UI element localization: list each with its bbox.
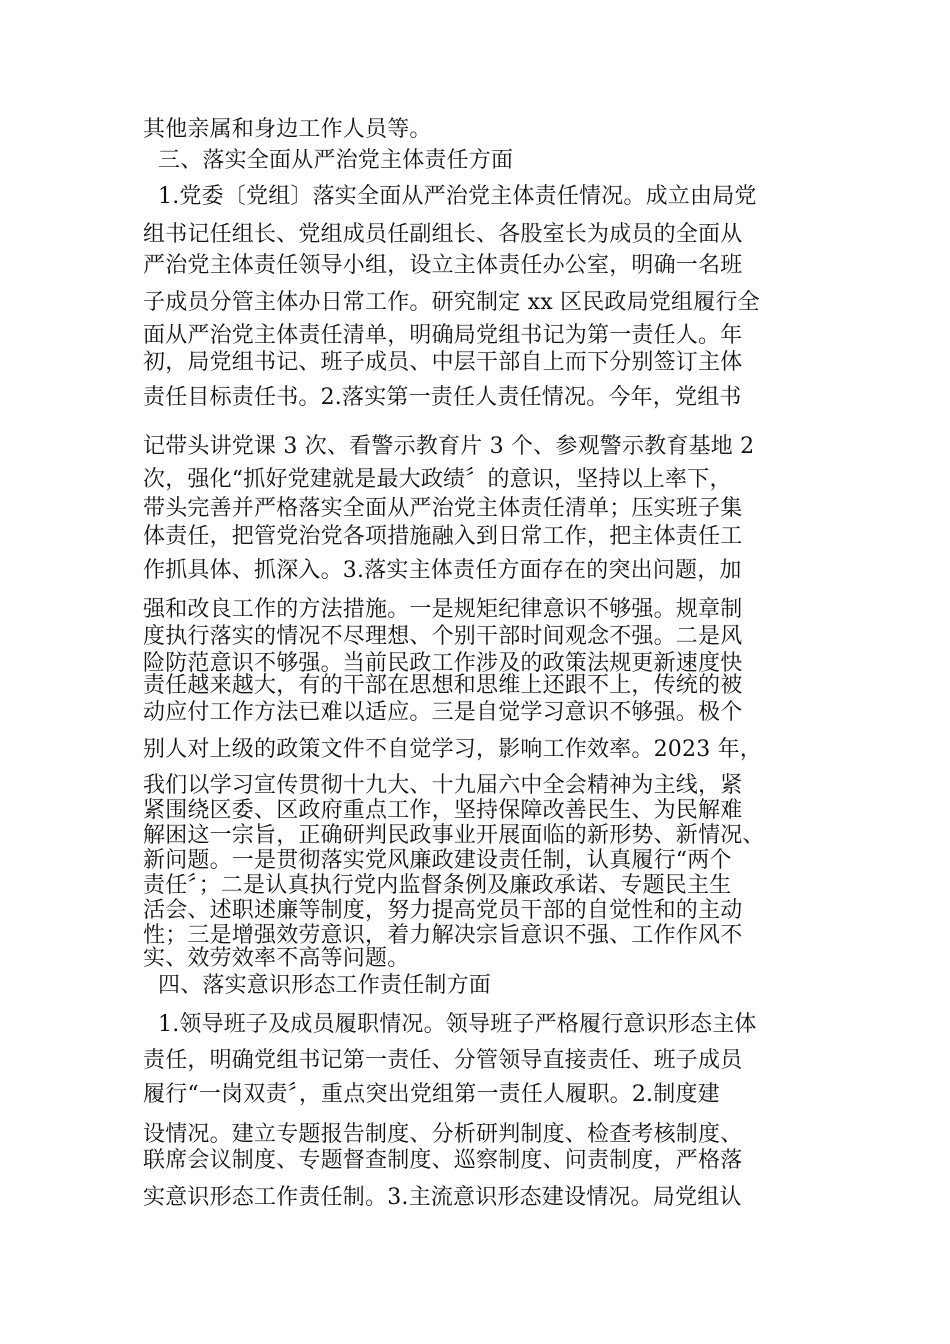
paragraph-line: 子成员分管主体办日常工作。研究制定 xx 区民政局党组履行全 — [143, 290, 760, 315]
paragraph-line: 活会、述职述廉等制度，努力提高党员干部的自觉性和的主动 — [143, 898, 743, 923]
paragraph-line: 记带头讲党课 3 次、看警示教育片 3 个、参观警示教育基地 2 — [143, 434, 755, 459]
paragraph-line: 责任〞；二是认真执行党内监督条例及廉政承诺、专题民主生 — [143, 873, 732, 898]
paragraph-line: 履行“一岗双责〞，重点突出党组第一责任人履职。2.制度建 — [143, 1082, 720, 1107]
paragraph-line: 解困这一宗旨，正确研判民政事业开展面临的新形势、新情况、 — [143, 823, 765, 848]
paragraph-line: 度执行落实的情况不尽理想、个别干部时间观念不强。二是风 — [143, 624, 743, 649]
paragraph-line: 带头完善并严格落实全面从严治党主体责任清单；压实班子集 — [143, 496, 743, 521]
section-heading: 三、落实全面从严治党主体责任方面 — [158, 148, 514, 173]
paragraph-line: 作抓具体、抓深入。3.落实主体责任方面存在的突出问题，加 — [143, 558, 742, 583]
paragraph-line: 新问题。一是贯彻落实党风廉政建设责任制，认真履行“两个 — [143, 848, 732, 873]
paragraph-line: 1.党委〔党组〕落实全面从严治党主体责任情况。成立由局党 — [158, 184, 757, 209]
paragraph-line: 我们以学习宣传贯彻十九大、十九届六中全会精神为主线，紧 — [143, 773, 743, 798]
paragraph-line: 联席会议制度、专题督查制度、巡察制度、问责制度，严格落 — [143, 1148, 743, 1173]
paragraph-line: 强和改良工作的方法措施。一是规矩纪律意识不够强。规章制 — [143, 597, 743, 622]
paragraph-line: 次，强化“抓好党建就是最大政绩〞的意识，坚持以上率下， — [143, 467, 732, 492]
paragraph-line: 实、效劳效率不高等问题。 — [143, 946, 410, 971]
paragraph-line: 其他亲属和身边工作人员等。 — [143, 117, 432, 142]
paragraph-line: 初，局党组书记、班子成员、中层干部自上而下分别签订主体 — [143, 350, 743, 375]
paragraph-line: 紧围绕区委、区政府重点工作，坚持保障改善民生、为民解难 — [143, 798, 743, 823]
paragraph-line: 性；三是增强效劳意识，着力解决宗旨意识不强、工作作风不 — [143, 923, 743, 948]
paragraph-line: 1.领导班子及成员履职情况。领导班子严格履行意识形态主体 — [158, 1012, 757, 1037]
paragraph-line: 严治党主体责任领导小组，设立主体责任办公室，明确一名班 — [143, 253, 743, 278]
section-heading: 四、落实意识形态工作责任制方面 — [158, 973, 492, 998]
paragraph-line: 险防范意识不够强。当前民政工作涉及的政策法规更新速度快 — [143, 651, 743, 676]
paragraph-line: 责任目标责任书。2.落实第一责任人责任情况。今年，党组书 — [143, 385, 742, 410]
paragraph-line: 动应付工作方法已难以适应。三是自觉学习意识不够强。极个 — [143, 700, 743, 725]
paragraph-line: 实意识形态工作责任制。3.主流意识形态建设情况。局党组认 — [143, 1185, 742, 1210]
paragraph-line: 别人对上级的政策文件不自觉学习，影响工作效率。2023 年， — [143, 737, 762, 762]
paragraph-line: 组书记任组长、党组成员任副组长、各股室长为成员的全面从 — [143, 222, 743, 247]
paragraph-line: 面从严治党主体责任清单，明确局党组书记为第一责任人。年 — [143, 323, 743, 348]
paragraph-line: 设情况。建立专题报告制度、分析研判制度、检查考核制度、 — [143, 1122, 743, 1147]
paragraph-line: 责任越来越大，有的干部在思想和思维上还跟不上，传统的被 — [143, 673, 743, 698]
paragraph-line: 体责任，把管党治党各项措施融入到日常工作，把主体责任工 — [143, 524, 743, 549]
paragraph-line: 责任，明确党组书记第一责任、分管领导直接责任、班子成员 — [143, 1048, 743, 1073]
